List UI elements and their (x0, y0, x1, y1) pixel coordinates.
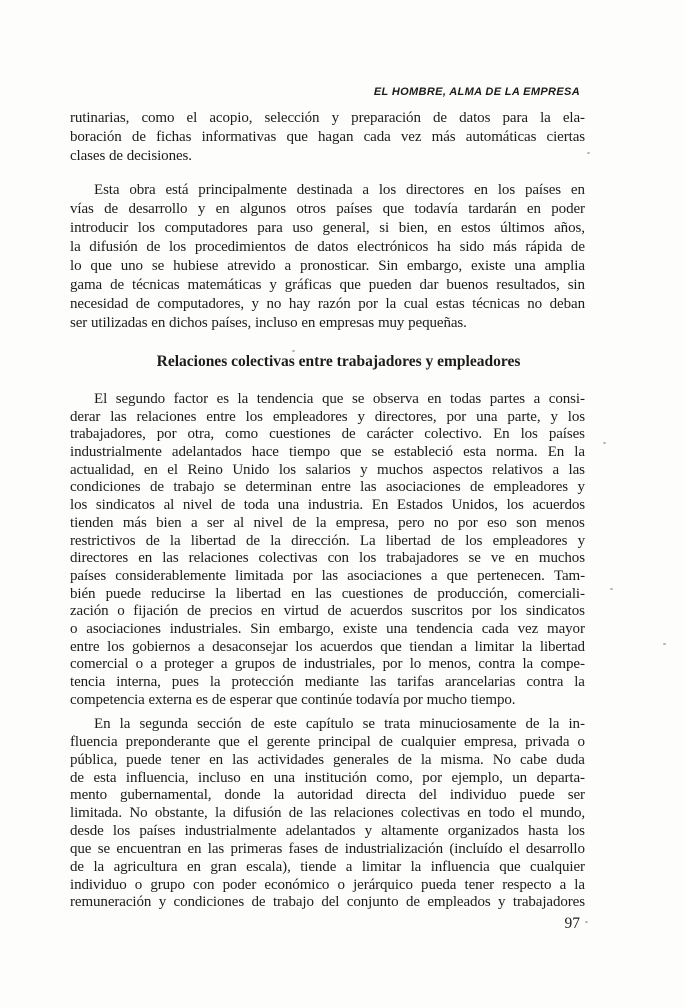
text-line: rutinarias, como el acopio, selección y preparación de datos para la ela- (70, 110, 585, 126)
text-line: fluencia preponderante que el gerente principal de cualquier empresa, privada o (70, 733, 585, 750)
page-content (70, 0, 585, 1008)
paragraph-4 (70, 716, 585, 912)
text-line: boración de fichas informativas que hagan cada vez más automáticas ciertas (70, 129, 585, 145)
text-line: que se encuentran en las primeras fases de industrialización (incluído el desarrollo (70, 840, 585, 857)
text-line: actualidad, en el Reino Unido los salarios y muchos aspectos relativos a las (70, 461, 585, 478)
text-line: de esta influencia, incluso en una institución como, por ejemplo, un departa- (70, 769, 585, 786)
text-line: de la agricultura en gran escala), tiende a limitar la influencia que cualquier (70, 858, 585, 875)
text-line: condiciones de trabajo se determinan entre las asociaciones de empleadores y (70, 479, 585, 496)
text-line: clases de decisiones. (70, 148, 192, 164)
text-line: mento gubernamental, donde la autoridad directa del individuo puede ser (70, 787, 585, 804)
text-line: directores en las relaciones colectivas con los trabajadores se ve en muchos (70, 550, 585, 567)
text-line: introducir los computadores para uso general, si bien, en estos últimos años, (70, 220, 585, 236)
text-line: lo que uno se hubiese atrevido a pronosticar. Sin embargo, existe una amplia (70, 258, 585, 274)
section-heading: Relaciones colectivas entre trabajadores y empleadores (156, 353, 521, 370)
paragraph-continuation (70, 109, 585, 166)
paragraph-2 (70, 181, 585, 333)
scan-speck (587, 152, 590, 154)
text-line: restrictivos de la libertad de la dirección. La libertad de los empleadores y (70, 532, 585, 549)
text-line: bién puede reducirse la libertad en las cuestiones de producción, comerciali- (70, 585, 585, 602)
text-line: necesidad de computadores, y no hay razón por la cual estas técnicas no deban (70, 296, 585, 312)
text-line: países considerablemente limitada por las asociaciones a que pertenecen. Tam- (70, 567, 585, 584)
scan-speck (663, 643, 666, 645)
text-line: desde los países industrialmente adelantados y altamente organizados hasta los (70, 823, 585, 840)
text-line: tienden más bien a ser al nivel de la empresa, pero no por eso son menos (70, 514, 585, 531)
scan-speck (610, 588, 613, 590)
scan-speck (292, 350, 295, 352)
text-line: derar las relaciones entre los empleadores y directores, por una parte, y los (70, 408, 585, 425)
text-line: o asociaciones industriales. Sin embargo, existe una tendencia cada vez mayor (70, 620, 585, 637)
text-line: zación o fijación de precios en virtud de acuerdos suscritos por los sindicatos (70, 603, 585, 620)
text-line: entre los gobiernos a desaconsejar los acuerdos que tiendan a limitar la libertad (70, 638, 585, 655)
running-header: EL HOMBRE, ALMA DE LA EMPRESA (373, 86, 580, 98)
text-line: En la segunda sección de este capítulo se trata minuciosamente de la in- (94, 716, 585, 732)
scan-speck (603, 442, 606, 444)
text-line: ser utilizadas en dichos países, incluso en empresas muy pequeñas. (70, 315, 467, 331)
text-line: trabajadores, por otra, como cuestiones de carácter colectivo. En los países (70, 426, 585, 443)
paragraph-3 (70, 391, 585, 709)
text-line: competencia externa es de esperar que continúe todavía por mucho tiempo. (70, 691, 516, 708)
text-line: gama de técnicas matemáticas y gráficas que pueden dar buenos resultados, sin (70, 277, 585, 293)
text-line: la difusión de los procedimientos de datos electrónicos ha sido más rápida de (70, 239, 585, 255)
text-line: pública, puede tener en las actividades generales de la misma. No cabe duda (70, 751, 585, 768)
page-number: 97 (564, 915, 580, 932)
scan-speck (585, 921, 588, 923)
text-line: industrialmente adelantados hace tiempo que se estableció esta norma. En la (70, 444, 585, 461)
text-line: vías de desarrollo y en algunos otros países que todavía tardarán en poder (70, 201, 585, 217)
text-line: El segundo factor es la tendencia que se observa en todas partes a consi- (94, 391, 585, 407)
text-line: limitada. No obstante, la difusión de las relaciones colectivas en todo el mundo, (70, 805, 585, 822)
text-line: comercial o a proteger a grupos de industriales, por lo menos, contra la compe- (70, 656, 585, 673)
text-line: remuneración y condiciones de trabajo del conjunto de empleados y trabajadores (70, 894, 585, 911)
text-line: individuo o grupo con poder económico o jerárquico pueda tener respecto a la (70, 876, 585, 893)
text-line: Esta obra está principalmente destinada a los directores en los países en (94, 182, 585, 198)
text-line: tencia interna, pues la protección mediante las tarifas arancelarias contra la (70, 674, 585, 690)
text-line: los sindicatos al nivel de toda una industria. En Estados Unidos, los acuerdos (70, 497, 585, 514)
